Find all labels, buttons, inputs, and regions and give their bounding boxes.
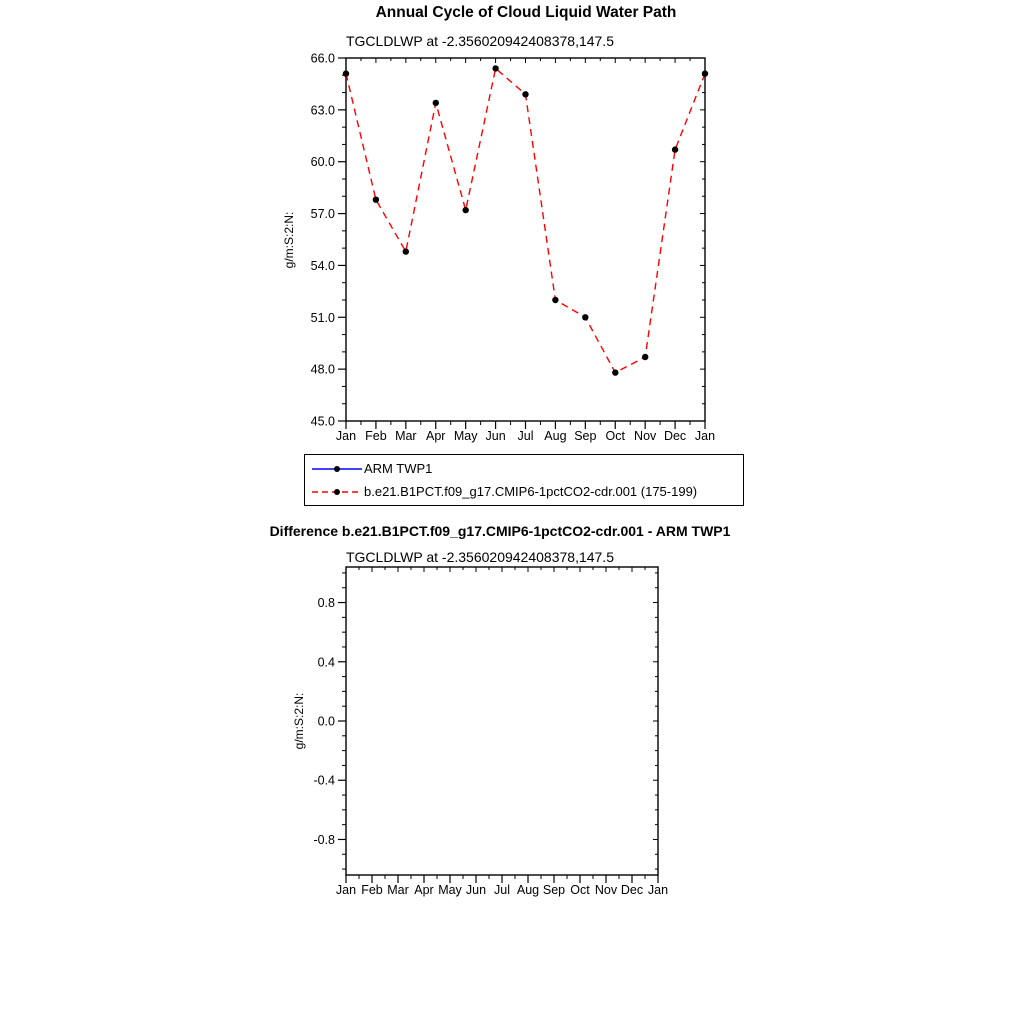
y-tick-label: -0.8 — [313, 832, 335, 847]
data-point-marker — [433, 100, 439, 106]
y-tick-label: 0.8 — [317, 596, 335, 611]
x-tick-label: Oct — [570, 883, 590, 897]
top-chart-subtitle: TGCLDLWP at -2.356020942408378,147.5 — [345, 33, 614, 49]
y-tick-label: -0.4 — [313, 773, 335, 788]
legend — [304, 454, 744, 506]
x-tick-label: Nov — [634, 429, 657, 443]
data-point-marker — [492, 65, 498, 71]
y-tick-label: 0.0 — [317, 714, 335, 729]
data-point-marker — [463, 207, 469, 213]
x-tick-label: Sep — [542, 883, 566, 897]
legend-item-label: ARM TWP1 — [364, 461, 433, 476]
x-tick-label: Aug — [516, 883, 540, 897]
x-tick-label: Dec — [663, 429, 687, 443]
y-tick-label: 66.0 — [310, 51, 335, 66]
y-tick-label: 57.0 — [310, 207, 335, 222]
x-tick-label: Jun — [485, 429, 506, 443]
x-tick-label: Mar — [387, 883, 409, 897]
data-point-marker — [702, 70, 708, 76]
bottom-chart-subtitle: TGCLDLWP at -2.356020942408378,147.5 — [345, 549, 614, 565]
data-point-marker — [612, 369, 618, 375]
y-tick-label: 45.0 — [310, 414, 335, 429]
x-tick-label: Feb — [365, 429, 387, 443]
y-tick-label: 0.4 — [317, 655, 335, 670]
x-tick-label: Jan — [335, 429, 357, 443]
x-tick-label: Jan — [335, 883, 357, 897]
marker-dot-icon — [334, 489, 340, 495]
x-tick-label: Sep — [574, 429, 597, 443]
y-tick-label: 54.0 — [310, 258, 335, 273]
x-tick-label: Nov — [594, 883, 618, 897]
x-tick-label: Aug — [544, 429, 567, 443]
data-point-marker — [552, 297, 558, 303]
top-y-axis-label: g/m:S:2:N: — [282, 211, 296, 269]
dashed-line-key-icon — [311, 485, 363, 499]
x-tick-label: Mar — [395, 429, 417, 443]
x-tick-label: Jul — [517, 429, 534, 443]
x-tick-label: Oct — [605, 429, 625, 443]
data-point-marker — [343, 70, 349, 76]
bottom-y-axis-label: g/m:S:2:N: — [292, 692, 306, 750]
y-tick-label: 63.0 — [310, 103, 335, 118]
x-tick-label: Jul — [494, 883, 510, 897]
y-tick-label: 48.0 — [310, 362, 335, 377]
x-tick-label: Feb — [361, 883, 383, 897]
x-tick-label: Jun — [465, 883, 487, 897]
x-tick-label: Jan — [694, 429, 716, 443]
x-tick-label: Jan — [647, 883, 669, 897]
x-tick-label: Apr — [426, 429, 446, 443]
data-point-marker — [522, 91, 528, 97]
data-point-marker — [582, 314, 588, 320]
y-tick-label: 51.0 — [310, 310, 335, 325]
solid-line-key-icon — [311, 462, 363, 476]
plot-frame — [346, 58, 705, 421]
data-point-marker — [672, 146, 678, 152]
legend-item — [311, 457, 739, 480]
x-tick-label: Dec — [620, 883, 644, 897]
series-line — [346, 68, 705, 372]
data-point-marker — [403, 248, 409, 254]
legend-item-label: b.e21.B1PCT.f09_g17.CMIP6-1pctCO2-cdr.001 (175-199) — [364, 484, 698, 499]
legend-item — [311, 480, 739, 503]
data-point-marker — [373, 197, 379, 203]
marker-dot-icon — [334, 466, 340, 472]
x-tick-label: Apr — [414, 883, 434, 897]
y-tick-label: 60.0 — [310, 155, 335, 170]
x-tick-label: May — [438, 883, 462, 897]
plot-frame — [346, 567, 658, 875]
bottom-chart-title: Difference b.e21.B1PCT.f09_g17.CMIP6-1pctCO2-cdr.001 - ARM TWP1 — [269, 523, 731, 539]
data-point-marker — [642, 354, 648, 360]
x-tick-label: May — [453, 429, 478, 443]
top-chart-title: Annual Cycle of Cloud Liquid Water Path — [375, 4, 677, 21]
